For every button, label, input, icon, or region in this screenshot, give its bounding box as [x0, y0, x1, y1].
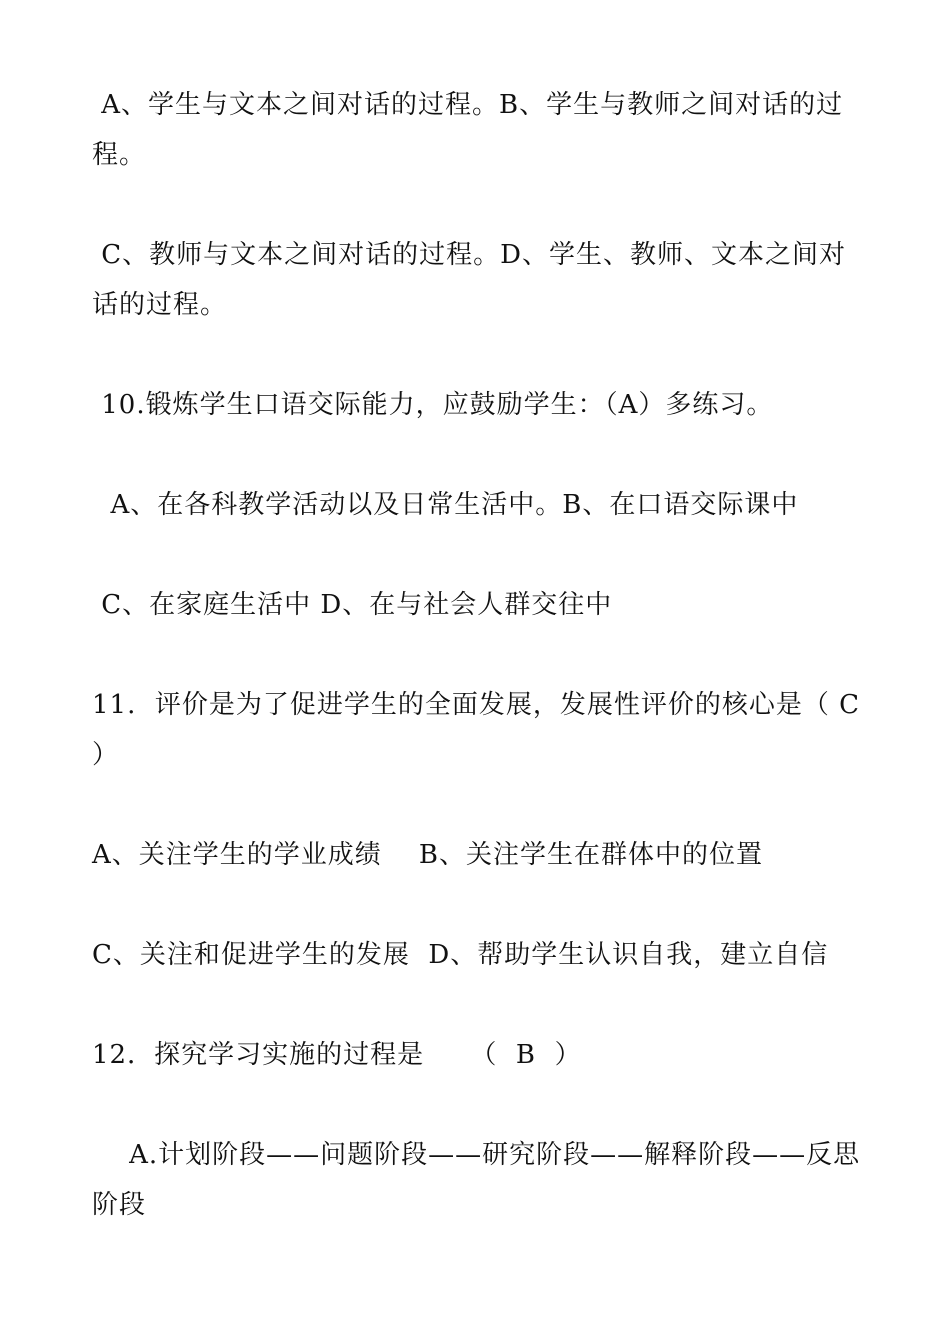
option-line-ab-1: A、学生与文本之间对话的过程。B、学生与教师之间对话的过程。: [92, 90, 844, 170]
question-12: 12．探究学习实施的过程是 （ B ）: [92, 1040, 582, 1070]
question-11: 11. 评价是为了促进学生的全面发展，发展性评价的核心是（ C ）: [92, 690, 870, 770]
option-line-cd-1: C、教师与文本之间对话的过程。D、学生、教师、文本之间对话的过程。: [92, 240, 847, 320]
option-line-ab-2: A、在各科教学活动以及日常生活中。B、在口语交际课中: [92, 490, 799, 520]
option-line-cd-3: C、关注和促进学生的发展 D、帮助学生认识自我，建立自信: [92, 940, 829, 970]
option-line-a-4: A.计划阶段——问题阶段——研究阶段——解释阶段——反思阶段: [92, 1140, 861, 1220]
option-line-cd-2: C、在家庭生活中 D、在与社会人群交往中: [92, 590, 613, 620]
option-line-ab-3: A、关注学生的学业成绩 B、关注学生在群体中的位置: [92, 840, 763, 870]
question-10: 10.锻炼学生口语交际能力，应鼓励学生：（A）多练习。: [92, 390, 774, 420]
